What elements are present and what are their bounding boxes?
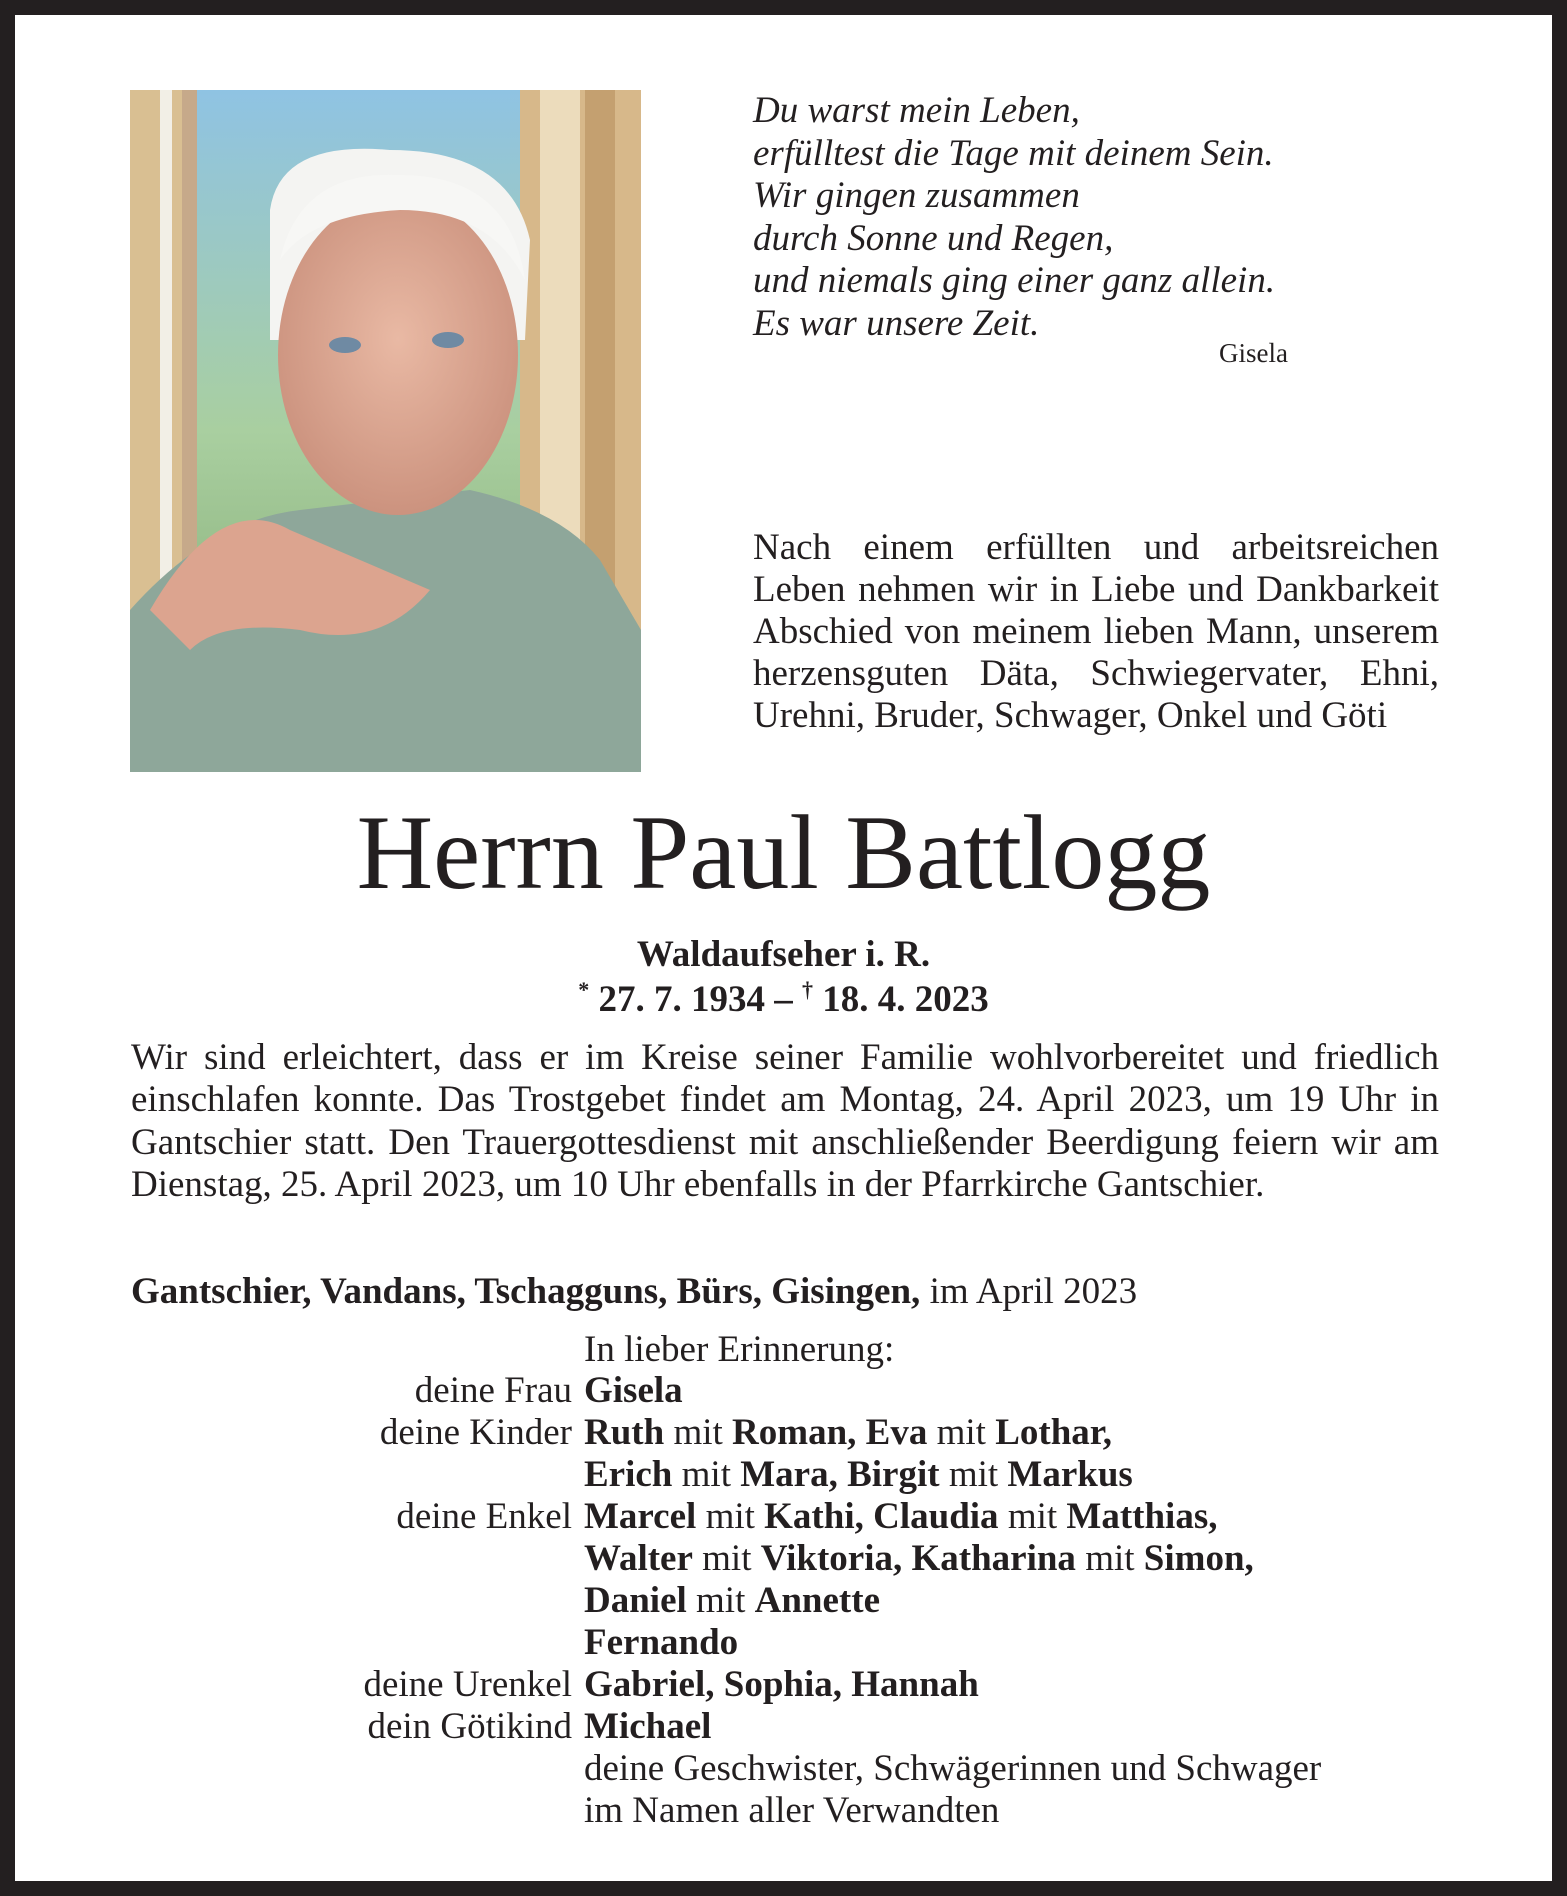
relation-names <box>584 1580 880 1622</box>
places: Gantschier, Vandans, Tschagguns, Bürs, Gisingen, <box>131 1271 921 1312</box>
death-symbol: † <box>802 977 813 1002</box>
poem-line: erfülltest die Tage mit deinem Sein. <box>753 132 1274 174</box>
relation-names <box>584 1370 683 1412</box>
family-name: Lothar, <box>995 1412 1113 1453</box>
connector-text: im Namen aller Verwandten <box>584 1790 1000 1831</box>
poem-line: Wir gingen zusammen <box>753 175 1080 216</box>
relation-names <box>584 1706 711 1748</box>
family-row <box>131 1538 1321 1580</box>
relation-label <box>131 1454 584 1496</box>
life-dates <box>0 977 1567 1021</box>
relation-names <box>584 1664 979 1706</box>
place-date: im April 2023 <box>920 1271 1138 1312</box>
connector-text: deine Geschwister, Schwägerinnen und Schwager <box>584 1748 1322 1789</box>
funeral-details: Wir sind erleichtert, dass er im Kreise seiner Familie wohlvorbereitet und friedlich einschlafen konnte. Das Trostgebet findet am Montag, 24. April 2023, um 19 Uhr in Gantschier statt. Den Trauergottesdienst mit anschließender Beerdigung feiern wir am Dienstag, 25. April 2023, um 10 Uhr ebenfalls in der Pfarrkirche Gantschier. <box>131 1037 1439 1205</box>
connector-text: mit <box>664 1412 733 1453</box>
portrait-photo <box>130 90 641 772</box>
relation-label <box>131 1790 584 1832</box>
relation-names <box>584 1496 1217 1538</box>
family-name: Roman, Eva <box>732 1412 928 1453</box>
family-row <box>131 1370 1321 1412</box>
relation-names <box>584 1622 738 1664</box>
family-name: Mara, Birgit <box>740 1454 940 1495</box>
family-row <box>131 1664 1321 1706</box>
connector-text: mit <box>692 1538 761 1579</box>
birth-symbol: * <box>578 977 590 1002</box>
relation-names <box>584 1412 1112 1454</box>
date-separator: – <box>774 979 793 1020</box>
connector-text: mit <box>939 1454 1008 1495</box>
family-row <box>131 1454 1321 1496</box>
relation-names <box>584 1790 999 1832</box>
relation-label: deine Kinder <box>379 1412 572 1453</box>
family-row <box>131 1706 1321 1748</box>
relation-label: dein Götikind <box>367 1706 572 1747</box>
death-date: 18. 4. 2023 <box>822 979 989 1020</box>
poem-line: Es war unsere Zeit. <box>753 302 1040 344</box>
family-row <box>131 1496 1321 1538</box>
family-name: Fernando <box>584 1622 739 1663</box>
places-line <box>131 1270 1137 1313</box>
relation-names <box>584 1748 1321 1790</box>
relation-label <box>131 1580 584 1622</box>
family-row <box>131 1622 1321 1664</box>
relation-label <box>131 1748 584 1790</box>
relation-label: deine Frau <box>414 1370 572 1411</box>
family-name: Erich <box>584 1454 673 1495</box>
family-row <box>131 1412 1321 1454</box>
family-name: Daniel <box>584 1580 687 1621</box>
family-list <box>131 1370 1321 1832</box>
family-name: Ruth <box>584 1412 665 1453</box>
family-row <box>131 1790 1321 1832</box>
family-name: Markus <box>1007 1454 1133 1495</box>
family-name: Michael <box>584 1706 712 1747</box>
connector-text: mit <box>696 1496 765 1537</box>
poem-line: durch Sonne und Regen, <box>753 217 1114 259</box>
family-name: Simon, <box>1143 1538 1254 1579</box>
deceased-name: Herrn Paul Battlogg <box>356 794 1211 911</box>
family-name: Viktoria, Katharina <box>760 1538 1076 1579</box>
family-name: Annette <box>754 1580 880 1621</box>
poem <box>753 90 1275 345</box>
connector-text: mit <box>1075 1538 1144 1579</box>
poem-author: Gisela <box>1219 338 1288 368</box>
connector-text: mit <box>672 1454 741 1495</box>
occupation: Waldaufseher i. R. <box>636 934 931 975</box>
poem-line: Du warst mein Leben, <box>753 90 1080 131</box>
connector-text: mit <box>686 1580 755 1621</box>
relation-label <box>131 1622 584 1664</box>
family-name: Walter <box>584 1538 693 1579</box>
relation-names <box>584 1454 1133 1496</box>
connector-text: mit <box>998 1496 1067 1537</box>
relation-label: deine Urenkel <box>363 1664 572 1705</box>
remembrance-heading: In lieber Erinnerung: <box>584 1329 895 1370</box>
family-name: Marcel <box>584 1496 697 1537</box>
family-name: Matthias, <box>1066 1496 1218 1537</box>
connector-text: mit <box>927 1412 996 1453</box>
family-name: Kathi, Claudia <box>764 1496 999 1537</box>
family-name: Gisela <box>584 1370 683 1411</box>
family-row <box>131 1580 1321 1622</box>
relation-label <box>131 1538 584 1580</box>
birth-date: 27. 7. 1934 <box>598 979 765 1020</box>
poem-line: und niemals ging einer ganz allein. <box>753 260 1276 301</box>
family-name: Gabriel, Sophia, Hannah <box>584 1664 979 1705</box>
intro-text: Nach einem erfüllten und arbeitsreichen Leben nehmen wir in Liebe und Dankbarkeit Abschied von meinem lieben Mann, unserem herzensguten Däta, Schwiegervater, Ehni, Urehni, Bruder, Schwager, Onkel und Göti <box>753 527 1439 736</box>
family-row <box>131 1748 1321 1790</box>
relation-label: deine Enkel <box>396 1496 572 1537</box>
relation-names <box>584 1538 1254 1580</box>
